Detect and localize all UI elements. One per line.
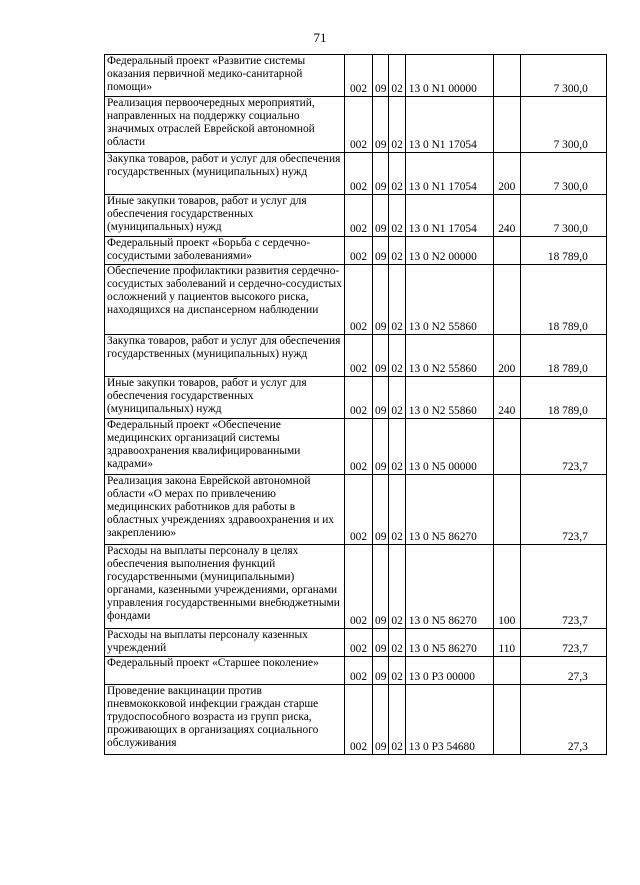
cell-ministry: 002 [345, 55, 373, 97]
cell-expense-type [493, 237, 520, 265]
cell-expense-type [493, 265, 520, 335]
cell-amount: 18 789,0 [520, 377, 606, 419]
cell-amount: 27,3 [520, 685, 606, 755]
cell-name: Расходы на выплаты персоналу в целях обеспечения выполнения функций государственными (муниципальными) органами, казенными учреждениями, органами управления государственными внебюджетными фондами [105, 545, 345, 629]
table-row [105, 657, 607, 685]
cell-program: 13 0 N2 55860 [405, 335, 493, 377]
cell-ministry: 002 [345, 195, 373, 237]
table-row [105, 335, 607, 377]
cell-name: Иные закупки товаров, работ и услуг для обеспечения государственных (муниципальных) нужд [105, 377, 345, 419]
cell-section: 09 [373, 685, 389, 755]
cell-expense-type: 240 [493, 377, 520, 419]
cell-subsection: 02 [389, 97, 405, 153]
cell-name: Закупка товаров, работ и услуг для обеспечения государственных (муниципальных) нужд [105, 153, 345, 195]
cell-expense-type [493, 419, 520, 475]
cell-name: Расходы на выплаты персоналу казенных учреждений [105, 629, 345, 657]
cell-section: 09 [373, 97, 389, 153]
table-row [105, 475, 607, 545]
cell-subsection: 02 [389, 265, 405, 335]
cell-amount: 18 789,0 [520, 335, 606, 377]
cell-name: Федеральный проект «Обеспечение медицинских организаций системы здравоохранения квалифицированными кадрами» [105, 419, 345, 475]
cell-expense-type: 100 [493, 545, 520, 629]
cell-name: Реализация первоочередных мероприятий, направленных на поддержку социально значимых отраслей Еврейской автономной области [105, 97, 345, 153]
cell-ministry: 002 [345, 377, 373, 419]
cell-program: 13 0 N1 17054 [405, 97, 493, 153]
cell-subsection: 02 [389, 153, 405, 195]
cell-section: 09 [373, 377, 389, 419]
cell-subsection: 02 [389, 335, 405, 377]
table-row [105, 153, 607, 195]
cell-ministry: 002 [345, 629, 373, 657]
cell-subsection: 02 [389, 475, 405, 545]
cell-expense-type [493, 475, 520, 545]
cell-program: 13 0 P3 54680 [405, 685, 493, 755]
cell-subsection: 02 [389, 419, 405, 475]
cell-expense-type [493, 55, 520, 97]
cell-section: 09 [373, 475, 389, 545]
cell-amount: 723,7 [520, 629, 606, 657]
cell-name: Иные закупки товаров, работ и услуг для обеспечения государственных (муниципальных) нужд [105, 195, 345, 237]
table-row [105, 685, 607, 755]
cell-subsection: 02 [389, 657, 405, 685]
cell-subsection: 02 [389, 237, 405, 265]
table-row [105, 377, 607, 419]
cell-ministry: 002 [345, 153, 373, 195]
cell-amount: 18 789,0 [520, 237, 606, 265]
table-row [105, 419, 607, 475]
cell-subsection: 02 [389, 377, 405, 419]
cell-program: 13 0 N5 86270 [405, 475, 493, 545]
cell-program: 13 0 N1 00000 [405, 55, 493, 97]
table-row [105, 195, 607, 237]
cell-amount: 723,7 [520, 475, 606, 545]
cell-ministry: 002 [345, 237, 373, 265]
cell-expense-type [493, 685, 520, 755]
cell-section: 09 [373, 265, 389, 335]
cell-expense-type: 110 [493, 629, 520, 657]
cell-section: 09 [373, 237, 389, 265]
cell-expense-type: 200 [493, 153, 520, 195]
cell-name: Реализация закона Еврейской автономной области «О мерах по привлечению медицинских работников для работы в областных учреждениях здравоохранения и их закреплению» [105, 475, 345, 545]
table-row [105, 545, 607, 629]
cell-ministry: 002 [345, 545, 373, 629]
cell-section: 09 [373, 629, 389, 657]
cell-section: 09 [373, 657, 389, 685]
cell-ministry: 002 [345, 97, 373, 153]
cell-ministry: 002 [345, 475, 373, 545]
cell-ministry: 002 [345, 265, 373, 335]
cell-program: 13 0 N5 00000 [405, 419, 493, 475]
budget-table [104, 54, 607, 755]
cell-ministry: 002 [345, 419, 373, 475]
cell-name: Федеральный проект «Старшее поколение» [105, 657, 345, 685]
cell-program: 13 0 N1 17054 [405, 195, 493, 237]
cell-expense-type: 240 [493, 195, 520, 237]
table-row [105, 97, 607, 153]
cell-program: 13 0 P3 00000 [405, 657, 493, 685]
cell-name: Федеральный проект «Борьба с сердечно-сосудистыми заболеваниями» [105, 237, 345, 265]
table-row [105, 55, 607, 97]
cell-amount: 7 300,0 [520, 195, 606, 237]
cell-program: 13 0 N1 17054 [405, 153, 493, 195]
table-row [105, 265, 607, 335]
cell-section: 09 [373, 195, 389, 237]
cell-expense-type [493, 97, 520, 153]
cell-name: Проведение вакцинации против пневмококковой инфекции граждан старше трудоспособного возраста из групп риска, проживающих в организациях социального обслуживания [105, 685, 345, 755]
page-number: 71 [313, 30, 327, 45]
cell-subsection: 02 [389, 629, 405, 657]
cell-name: Федеральный проект «Развитие системы оказания первичной медико-санитарной помощи» [105, 55, 345, 97]
cell-program: 13 0 N5 86270 [405, 629, 493, 657]
cell-subsection: 02 [389, 545, 405, 629]
cell-name: Закупка товаров, работ и услуг для обеспечения государственных (муниципальных) нужд [105, 335, 345, 377]
cell-section: 09 [373, 153, 389, 195]
cell-ministry: 002 [345, 335, 373, 377]
cell-program: 13 0 N5 86270 [405, 545, 493, 629]
cell-ministry: 002 [345, 657, 373, 685]
cell-program: 13 0 N2 00000 [405, 237, 493, 265]
cell-section: 09 [373, 335, 389, 377]
cell-section: 09 [373, 545, 389, 629]
cell-expense-type [493, 657, 520, 685]
cell-program: 13 0 N2 55860 [405, 265, 493, 335]
table-row [105, 629, 607, 657]
cell-subsection: 02 [389, 685, 405, 755]
table-body [105, 55, 607, 755]
cell-amount: 18 789,0 [520, 265, 606, 335]
cell-ministry: 002 [345, 685, 373, 755]
cell-expense-type: 200 [493, 335, 520, 377]
cell-amount: 7 300,0 [520, 153, 606, 195]
cell-amount: 7 300,0 [520, 97, 606, 153]
cell-name: Обеспечение профилактики развития сердечно-сосудистых заболеваний и сердечно-сосудистых осложнений у пациентов высокого риска, находящихся на диспансерном наблюдении [105, 265, 345, 335]
table-row [105, 237, 607, 265]
cell-amount: 27,3 [520, 657, 606, 685]
cell-subsection: 02 [389, 195, 405, 237]
cell-amount: 723,7 [520, 419, 606, 475]
cell-program: 13 0 N2 55860 [405, 377, 493, 419]
cell-section: 09 [373, 55, 389, 97]
cell-subsection: 02 [389, 55, 405, 97]
cell-amount: 7 300,0 [520, 55, 606, 97]
cell-amount: 723,7 [520, 545, 606, 629]
cell-section: 09 [373, 419, 389, 475]
